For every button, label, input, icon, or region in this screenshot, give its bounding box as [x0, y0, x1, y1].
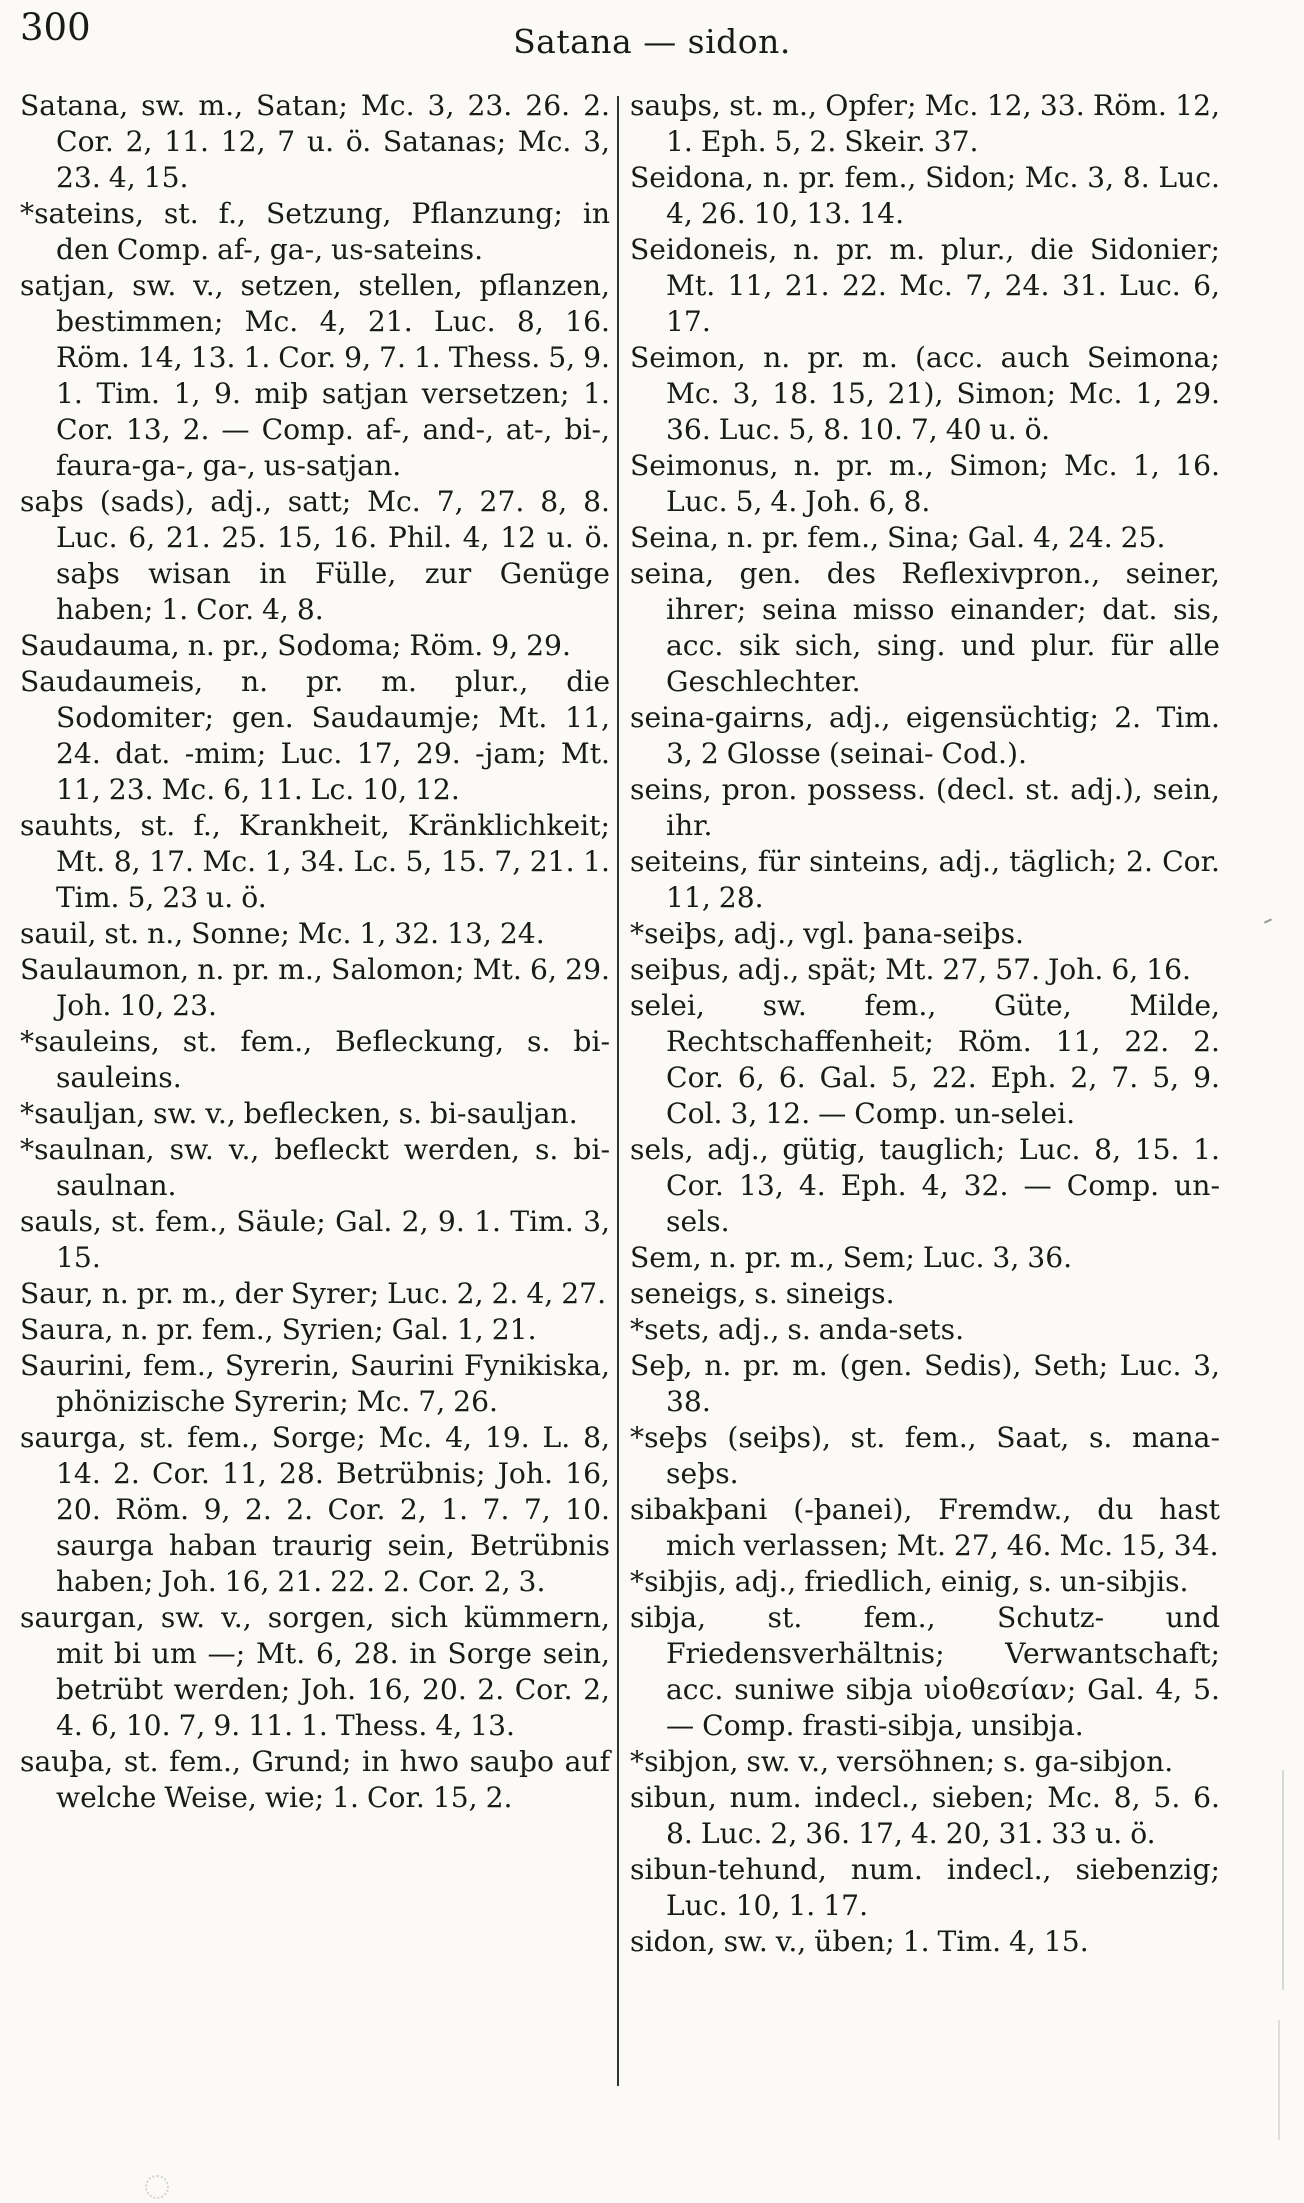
entry-selei: selei, sw. fem., Güte, Milde, Rechtschaffenheit; Röm. 11, 22. 2. Cor. 6, 6. Gal. 5, 22. Eph. 2, 7. 5, 9. Col. 3, 12. — Comp. un-selei. [630, 989, 1220, 1130]
right-column [630, 88, 1220, 1960]
entry-saura: Saura, n. pr. fem., Syrien; Gal. 1, 21. [20, 1313, 537, 1346]
entry-seimon: Seimon, n. pr. m. (acc. auch Seimona; Mc. 3, 18. 15, 21), Simon; Mc. 1, 29. 36. Luc. 5, 8. 10. 7, 40 u. ö. [630, 341, 1220, 446]
entry-satjan: satjan, sw. v., setzen, stellen, pflanzen, bestimmen; Mc. 4, 21. Luc. 8, 16. Röm. 14, 13. 1. Cor. 9, 7. 1. Thess. 5, 9. 1. Tim. 1, 9. miþ satjan versetzen; 1. Cor. 13, 2. — Comp. af-, and-, at-, bi-, faura-ga-, ga-, us-satjan. [20, 269, 610, 482]
entry-sibun-tehund: sibun-tehund, num. indecl., siebenzig; Luc. 10, 1. 17. [630, 1853, 1220, 1922]
entry-seina: seina, gen. des Reflexivpron., seiner, ihrer; seina misso einander; dat. sis, acc. sik sich, sing. und plur. für alle Geschlechter. [630, 557, 1220, 698]
entry-sibun: sibun, num. indecl., sieben; Mc. 8, 5. 6. 8. Luc. 2, 36. 17, 4. 20, 31. 33 u. ö. [630, 1781, 1220, 1850]
entry-seiteins: seiteins, für sinteins, adj., täglich; 2. Cor. 11, 28. [630, 845, 1220, 914]
entry-sem: Sem, n. pr. m., Sem; Luc. 3, 36. [630, 1241, 1073, 1274]
column-divider [617, 96, 619, 2086]
entry-sibakthani: sibakþani (-þanei), Fremdw., du hast mich verlassen; Mt. 27, 46. Mc. 15, 34. [630, 1493, 1220, 1562]
entry-saurini: Saurini, fem., Syrerin, Saurini Fynikiska, phönizische Syrerin; Mc. 7, 26. [20, 1349, 610, 1418]
entry-seneigs: seneigs, s. sineigs. [630, 1277, 895, 1310]
margin-shadow [1282, 1770, 1284, 1990]
entry-saudauma: Saudauma, n. pr., Sodoma; Röm. 9, 29. [20, 629, 571, 662]
entry-sels: sels, adj., gütig, tauglich; Luc. 8, 15. 1. Cor. 13, 4. Eph. 4, 32. — Comp. un-sels. [630, 1133, 1220, 1238]
entry-sateins: *sateins, st. f., Setzung, Pflanzung; in den Comp. af-, ga-, us-sateins. [20, 197, 610, 266]
entry-sidon: sidon, sw. v., üben; 1. Tim. 4, 15. [630, 1925, 1089, 1958]
entry-sauls: sauls, st. fem., Säule; Gal. 2, 9. 1. Tim. 3, 15. [20, 1205, 610, 1274]
entry-sauths: sauþs, st. m., Opfer; Mc. 12, 33. Röm. 12, 1. Eph. 5, 2. Skeir. 37. [630, 89, 1220, 158]
entry-seimonus: Seimonus, n. pr. m., Simon; Mc. 1, 16. Luc. 5, 4. Joh. 6, 8. [630, 449, 1220, 518]
margin-marks [1250, 120, 1290, 2170]
entry-seins: seins, pron. possess. (decl. st. adj.), sein, ihr. [630, 773, 1220, 842]
page-number: 300 [20, 6, 91, 49]
entry-sibjis: *sibjis, adj., friedlich, einig, s. un-sibjis. [630, 1565, 1189, 1598]
entry-saudaumeis: Saudaumeis, n. pr. m. plur., die Sodomiter; gen. Saudaumje; Mt. 11, 24. dat. -mim; Luc. 17, 29. -jam; Mt. 11, 23. Mc. 6, 11. Lc. 10, 12. [20, 665, 610, 806]
margin-shadow [1278, 2020, 1280, 2140]
dictionary-columns [20, 88, 1240, 2178]
entry-saurgan: saurgan, sw. v., sorgen, sich kümmern, mit bi um —; Mt. 6, 28. in Sorge sein, betrübt werden; Joh. 16, 20. 2. Cor. 2, 4. 6, 10. 7, 9. 11. 1. Thess. 4, 13. [20, 1601, 610, 1742]
running-head: Satana — sidon. [513, 22, 791, 61]
entry-seina-pr: Seina, n. pr. fem., Sina; Gal. 4, 24. 25. [630, 521, 1166, 554]
entry-sauil: sauil, st. n., Sonne; Mc. 1, 32. 13, 24. [20, 917, 545, 950]
left-column [20, 88, 610, 1816]
entry-saulaumon: Saulaumon, n. pr. m., Salomon; Mt. 6, 29. Joh. 10, 23. [20, 953, 610, 1022]
page-header [0, 0, 1304, 70]
entry-sauleins: *sauleins, st. fem., Befleckung, s. bi-sauleins. [20, 1025, 610, 1094]
paper-smudge [145, 2175, 169, 2199]
margin-tick [1264, 918, 1272, 923]
entry-saur: Saur, n. pr. m., der Syrer; Luc. 2, 2. 4, 27. [20, 1277, 607, 1310]
entry-satana: Satana, sw. m., Satan; Mc. 3, 23. 26. 2. Cor. 2, 11. 12, 7 u. ö. Satanas; Mc. 3, 23. 4, 15. [20, 89, 610, 194]
entry-saurga: saurga, st. fem., Sorge; Mc. 4, 19. L. 8, 14. 2. Cor. 11, 28. Betrübnis; Joh. 16, 20. Röm. 9, 2. 2. Cor. 2, 1. 7. 7, 10. saurga haban traurig sein, Betrübnis haben; Joh. 16, 21. 22. 2. Cor. 2, 3. [20, 1421, 610, 1598]
entry-seidoneis: Seidoneis, n. pr. m. plur., die Sidonier; Mt. 11, 21. 22. Mc. 7, 24. 31. Luc. 6, 17. [630, 233, 1220, 338]
entry-sautha: sauþa, st. fem., Grund; in hwo sauþo auf welche Weise, wie; 1. Cor. 15, 2. [20, 1745, 610, 1814]
entry-sets: *sets, adj., s. anda-sets. [630, 1313, 965, 1346]
entry-seidona: Seidona, n. pr. fem., Sidon; Mc. 3, 8. Luc. 4, 26. 10, 13. 14. [630, 161, 1220, 230]
entry-sauljan: *sauljan, sw. v., beflecken, s. bi-sauljan. [20, 1097, 578, 1130]
entry-seiths: *seiþs, adj., vgl. þana-seiþs. [630, 917, 1025, 950]
entry-seina-gairns: seina-gairns, adj., eigensüchtig; 2. Tim. 3, 2 Glosse (seinai- Cod.). [630, 701, 1220, 770]
entry-saulnan: *saulnan, sw. v., befleckt werden, s. bi-saulnan. [20, 1133, 610, 1202]
entry-seth: Seþ, n. pr. m. (gen. Sedis), Seth; Luc. 3, 38. [630, 1349, 1220, 1418]
entry-seths: *seþs (seiþs), st. fem., Saat, s. mana-seþs. [630, 1421, 1220, 1490]
entry-seithus: seiþus, adj., spät; Mt. 27, 57. Joh. 6, 16. [630, 953, 1192, 986]
entry-sibja: sibja, st. fem., Schutz- und Friedensverhältnis; Verwantschaft; acc. suniwe sibja υἱοθεσίαν; Gal. 4, 5. — Comp. frasti-sibja, unsibja. [630, 1601, 1220, 1742]
entry-saths: saþs (sads), adj., satt; Mc. 7, 27. 8, 8. Luc. 6, 21. 25. 15, 16. Phil. 4, 12 u. ö. saþs wisan in Fülle, zur Genüge haben; 1. Cor. 4, 8. [20, 485, 610, 626]
entry-sauhts: sauhts, st. f., Krankheit, Kränklichkeit; Mt. 8, 17. Mc. 1, 34. Lc. 5, 15. 7, 21. 1. Tim. 5, 23 u. ö. [20, 809, 610, 914]
entry-sibjon: *sibjon, sw. v., versöhnen; s. ga-sibjon. [630, 1745, 1174, 1778]
